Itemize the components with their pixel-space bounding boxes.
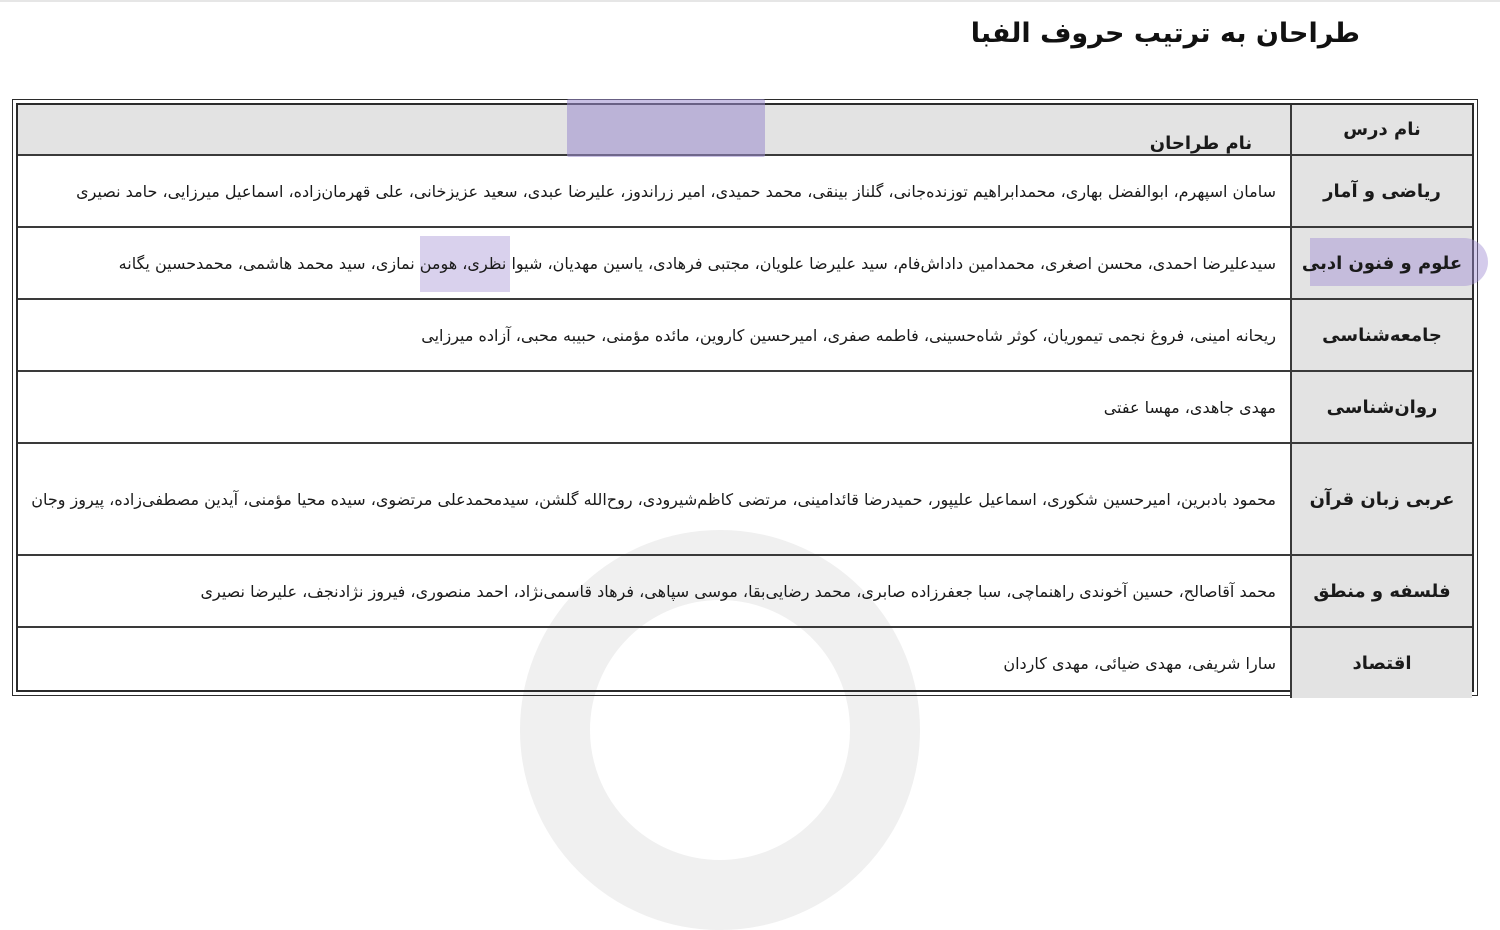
highlight-mark [567,99,765,157]
top-divider [0,0,1500,2]
table-row [18,628,1472,698]
header-designers: نام طراحان [1149,133,1253,154]
subject-cell: ریاضی و آمار [1290,156,1472,226]
designers-cell: محمد آقاصالح، حسین آخوندی راهنماچی، سبا جعفرزاده صابری، محمد رضایی‌بقا، موسی سپاهی، فرهاد قاسمی‌نژاد، احمد منصوری، فیروز نژادنجف، علیرضا نصیری [200,581,1276,601]
designers-label: سیدعلیرضا احمدی، محسن اصغری، محمدامین داداش‌فام، سید علیرضا علویان، مجتبی فرهادی، یاسین مهدیان، شیوا نظری، هومن نمازی، سید محمد هاشمی، محمدحسین یگانه [118,253,1276,273]
designers-table [12,99,1478,696]
subject-cell-highlighted [1290,228,1472,298]
table-row [18,156,1472,228]
designers-cell-highlighted [18,228,1290,298]
subject-cell: جامعه‌شناسی [1290,300,1472,370]
page-title: طراحان به ترتیب حروف الفبا [970,18,1360,49]
table-row [18,444,1472,556]
table-body [16,103,1474,692]
table-row [18,372,1472,444]
table-row [18,556,1472,628]
table-row [18,228,1472,300]
subject-cell: فلسفه و منطق [1290,556,1472,626]
header-designers-cell [18,105,1290,154]
subject-label: علوم و فنون ادبی [1301,252,1463,274]
designers-cell: سارا شریفی، مهدی ضیائی، مهدی کاردان [1003,653,1276,673]
subject-cell: عربی زبان قرآن [1290,444,1472,554]
designers-cell: ریحانه امینی، فروغ نجمی تیموریان، کوثر شاه‌حسینی، فاطمه صفری، امیرحسین کاروین، مائده مؤمنی، حبیبه محبی، آزاده میرزایی [421,325,1276,345]
subject-cell: روان‌شناسی [1290,372,1472,442]
designers-cell: سامان اسپهرم، ابوالفضل بهاری، محمدابراهیم توزنده‌جانی، گلناز بینقی، محمد حمیدی، امیر زراندوز، علیرضا عبدی، سعید عزیزخانی، علی قهرمان‌زاده، اسماعیل میرزایی، حامد نصیری [76,181,1276,201]
header-subject: نام درس [1290,105,1472,154]
table-row [18,300,1472,372]
designers-cell: محمود بادبرین، امیرحسین شکوری، اسماعیل علیپور، حمیدرضا قائدامینی، مرتضی کاظم‌شیرودی، روح‌الله گلشن، سیدمحمدعلی مرتضوی، سیده محیا مؤمنی، آیدین مصطفی‌زاده، پیروز وجان [31,489,1276,509]
subject-cell: اقتصاد [1290,628,1472,698]
table-header-row [18,105,1472,156]
designers-cell: مهدی جاهدی، مهسا عفتی [1103,397,1276,417]
